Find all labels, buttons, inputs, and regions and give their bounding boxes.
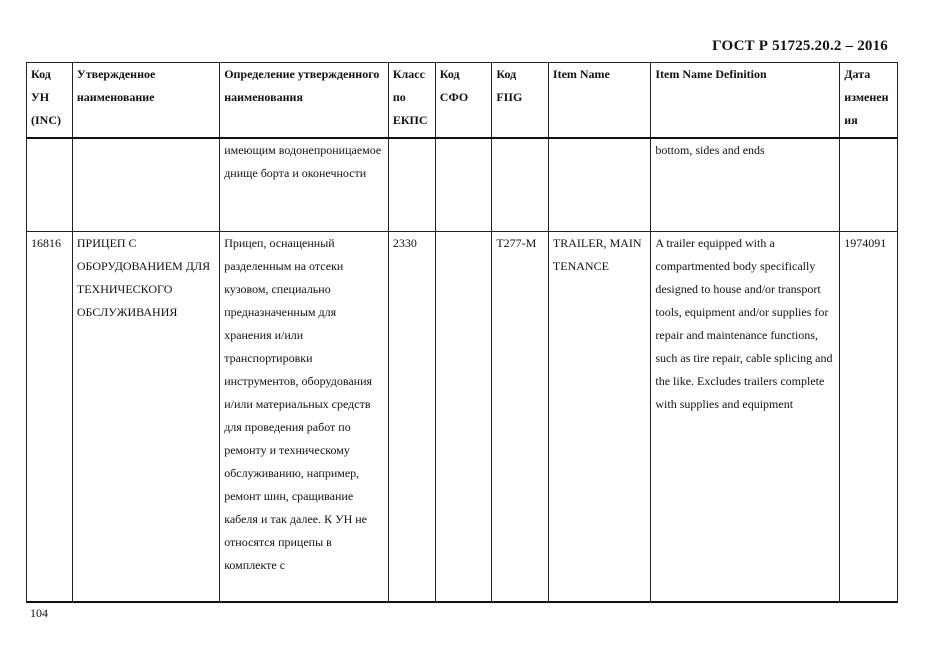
header-sfo-code: Код СФО: [435, 63, 492, 139]
cell-class: [388, 138, 435, 232]
header-item-name: Item Name: [548, 63, 650, 139]
header-item-name-definition: Item Name Definition: [651, 63, 840, 139]
page-number: 104: [30, 606, 48, 620]
cell-item-name-definition: A trailer equipped with a compartmented body specifically designed to house and/or transport tools, equipment and/or supplies for repair and maintenance functions, such as tire repair, cable splicing and the like. Excludes trailers complete with supplies and equipment: [651, 232, 840, 603]
cell-item-name-definition: bottom, sides and ends: [651, 138, 840, 232]
header-fiig-code: Код FIIG: [492, 63, 549, 139]
standard-code: ГОСТ Р 51725.20.2 – 2016: [712, 38, 888, 54]
cell-date: [840, 138, 898, 232]
header-inc-code: Код УН (INC): [27, 63, 73, 139]
cell-item-name: [548, 138, 650, 232]
cell-sfo: [435, 232, 492, 603]
header-change-date: Дата изменен ия: [840, 63, 898, 139]
cell-code: [27, 138, 73, 232]
cell-sfo: [435, 138, 492, 232]
header-approved-name: Утвержденное наименование: [72, 63, 219, 139]
cell-definition: имеющим водонепроницаемое днище борта и оконечности: [220, 138, 389, 232]
cell-class: 2330: [388, 232, 435, 603]
cell-name: [72, 138, 219, 232]
cell-date: 1974091: [840, 232, 898, 603]
cell-code: 16816: [27, 232, 73, 603]
cell-fiig: T277-M: [492, 232, 549, 603]
cell-item-name: TRAILER, MAINTENANCE: [548, 232, 650, 603]
header-ekps-class: Класс по ЕКПС: [388, 63, 435, 139]
classification-table: [26, 62, 898, 603]
header-name-definition: Определение утвержденного наименования: [220, 63, 389, 139]
cell-definition: Прицеп, оснащенный разделенным на отсеки кузовом, специально предназначенным для хранения и/или транспортировки инструментов, оборудования и/или материальных средств для проведения работ по ремонту и техническому обслуживанию, например, ремонт шин, сращивание кабеля и так далее. К УН не относятся прицепы в комплекте с: [220, 232, 389, 603]
table-row: [27, 232, 898, 603]
table-header-row: [27, 63, 898, 139]
cell-name: ПРИЦЕП С ОБОРУДОВАНИЕМ ДЛЯ ТЕХНИЧЕСКОГО ОБСЛУЖИВАНИЯ: [72, 232, 219, 603]
table-row-continuation: [27, 138, 898, 232]
cell-fiig: [492, 138, 549, 232]
